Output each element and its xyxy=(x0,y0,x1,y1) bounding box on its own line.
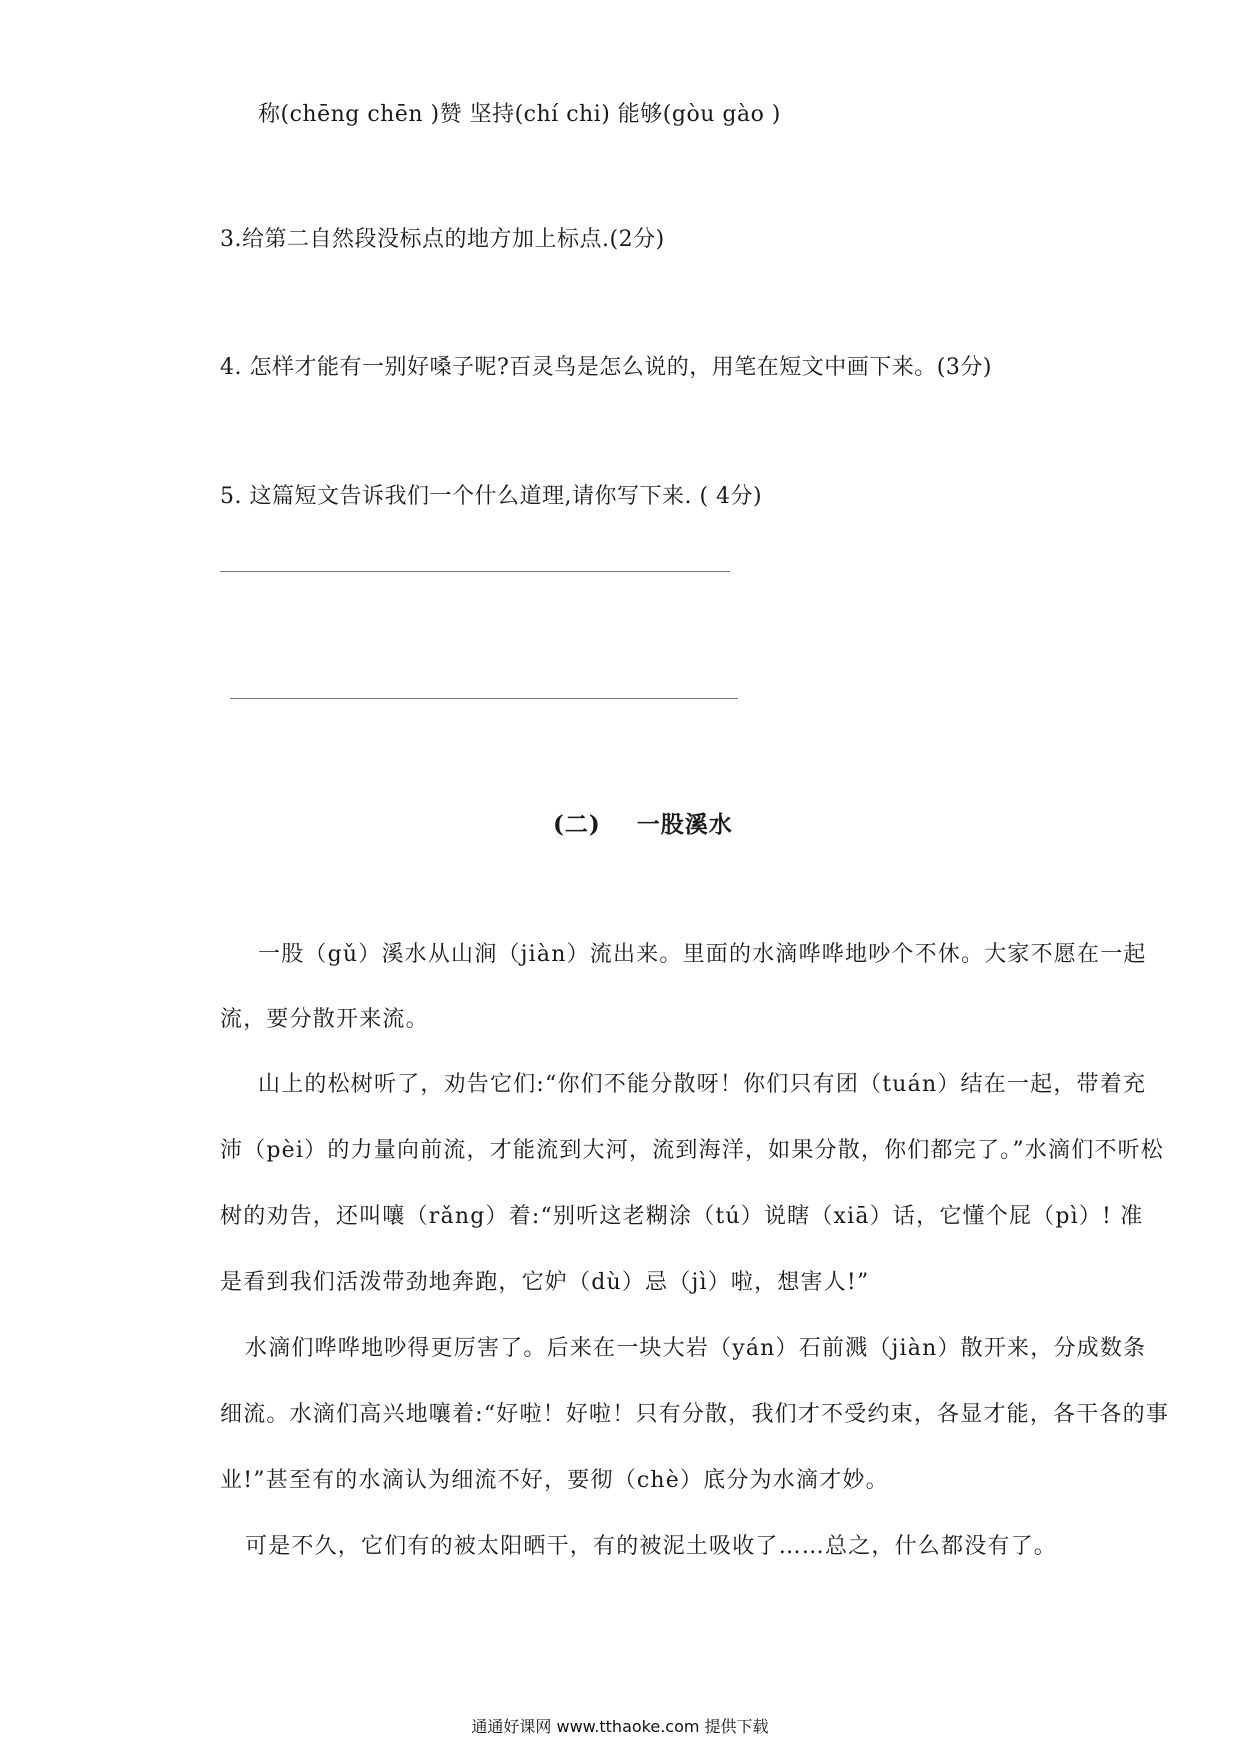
passage-line: 可是不久，它们有的被太阳晒干，有的被泥土吸收了……总之，什么都没有了。 xyxy=(245,1534,1058,1559)
passage-line: 树的劝告，还叫嚷（rǎng）着:“别听这老糊涂（tú）说瞎（xiā）话，它懂个屁（pì）! 准 xyxy=(220,1204,1144,1229)
section-heading xyxy=(553,806,733,839)
answer-line-2[interactable] xyxy=(230,698,738,699)
section-number: (二) xyxy=(553,811,601,838)
passage-line: 一股（gǔ）溪水从山涧（jiàn）流出来。里面的水滴哗哗地吵个不休。大家不愿在一起 xyxy=(258,942,1147,967)
passage-line: 流，要分散开来流。 xyxy=(220,1007,429,1032)
section-title: 一股溪水 xyxy=(636,811,733,838)
question-3: 3.给第二自然段没标点的地方加上标点.(2分) xyxy=(220,227,665,252)
footer-credit: 通通好课网 www.tthaoke.com 提供下载 xyxy=(471,1717,769,1736)
pinyin-choice-line: 称(chēng chēn )赞 坚持(chí chi) 能够(gòu gào ) xyxy=(258,102,781,127)
passage-line: 沛（pèi）的力量向前流，才能流到大河，流到海洋，如果分散，你们都完了。”水滴们不听松 xyxy=(220,1138,1164,1163)
question-5: 5. 这篇短文告诉我们一个什么道理,请你写下来. ( 4分) xyxy=(220,484,763,509)
passage-line: 水滴们哗哗地吵得更厉害了。后来在一块大岩（yán）石前溅（jiàn）散开来，分成数条 xyxy=(245,1336,1147,1361)
answer-line-1[interactable] xyxy=(220,571,730,572)
passage-line: 细流。水滴们高兴地嚷着:“好啦！好啦！只有分散，我们才不受约束，各显才能，各干各的事 xyxy=(220,1402,1170,1427)
passage-line: 业!”甚至有的水滴认为细流不好，要彻（chè）底分为水滴才妙。 xyxy=(220,1468,889,1493)
passage-line: 山上的松树听了，劝告它们:“你们不能分散呀！你们只有团（tuán）结在一起，带着充 xyxy=(258,1072,1147,1097)
passage-line: 是看到我们活泼带劲地奔跑，它妒（dù）忌（jì）啦，想害人!” xyxy=(220,1270,870,1295)
question-4: 4. 怎样才能有一别好嗓子呢?百灵鸟是怎么说的，用笔在短文中画下来。(3分) xyxy=(220,355,992,380)
